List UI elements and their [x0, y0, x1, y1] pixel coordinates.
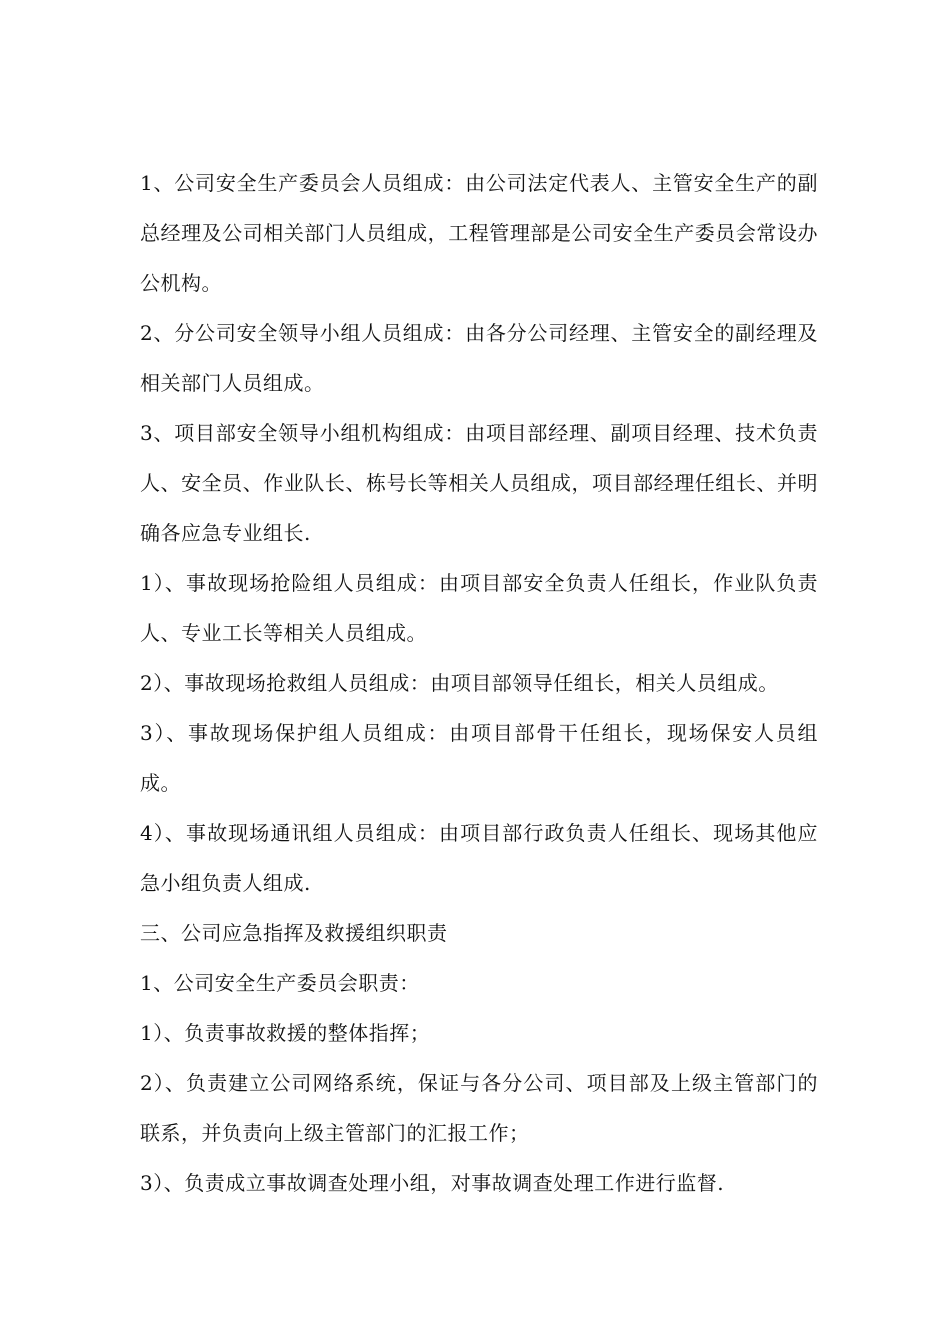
paragraph-first-aid-team: 2）、事故现场抢救组人员组成：由项目部领导任组长，相关人员组成。 [140, 671, 779, 695]
paragraph-duty-network: 2）、负责建立公司网络系统，保证与各分公司、项目部及上级主管部门的联系，并负责向上级主管部门的汇报工作； [140, 1071, 818, 1145]
paragraph-protection-team: 3）、事故现场保护组人员组成：由项目部骨干任组长，现场保安人员组成。 [140, 721, 818, 795]
paragraph-duty-command: 1）、负责事故救援的整体指挥； [140, 1021, 431, 1045]
paragraph-rescue-team: 1）、事故现场抢险组人员组成：由项目部安全负责人任组长，作业队负责人、专业工长等相关人员组成。 [140, 571, 818, 645]
paragraph-committee-duties: 1、公司安全生产委员会职责： [140, 971, 420, 995]
document-body [140, 158, 818, 1208]
paragraph-communication-team: 4）、事故现场通讯组人员组成：由项目部行政负责人任组长、现场其他应急小组负责人组成. [140, 821, 818, 895]
section-heading-responsibilities: 三、公司应急指挥及救援组织职责 [140, 921, 448, 945]
paragraph-project-leadership: 3、项目部安全领导小组机构组成：由项目部经理、副项目经理、技术负责人、安全员、作业队长、栋号长等相关人员组成，项目部经理任组长、并明确各应急专业组长. [140, 421, 818, 545]
paragraph-committee-composition: 1、公司安全生产委员会人员组成：由公司法定代表人、主管安全生产的副总经理及公司相关部门人员组成，工程管理部是公司安全生产委员会常设办公机构。 [140, 171, 818, 295]
paragraph-duty-investigation: 3）、负责成立事故调查处理小组，对事故调查处理工作进行监督. [140, 1171, 725, 1195]
paragraph-branch-leadership: 2、分公司安全领导小组人员组成：由各分公司经理、主管安全的副经理及相关部门人员组成。 [140, 321, 818, 395]
